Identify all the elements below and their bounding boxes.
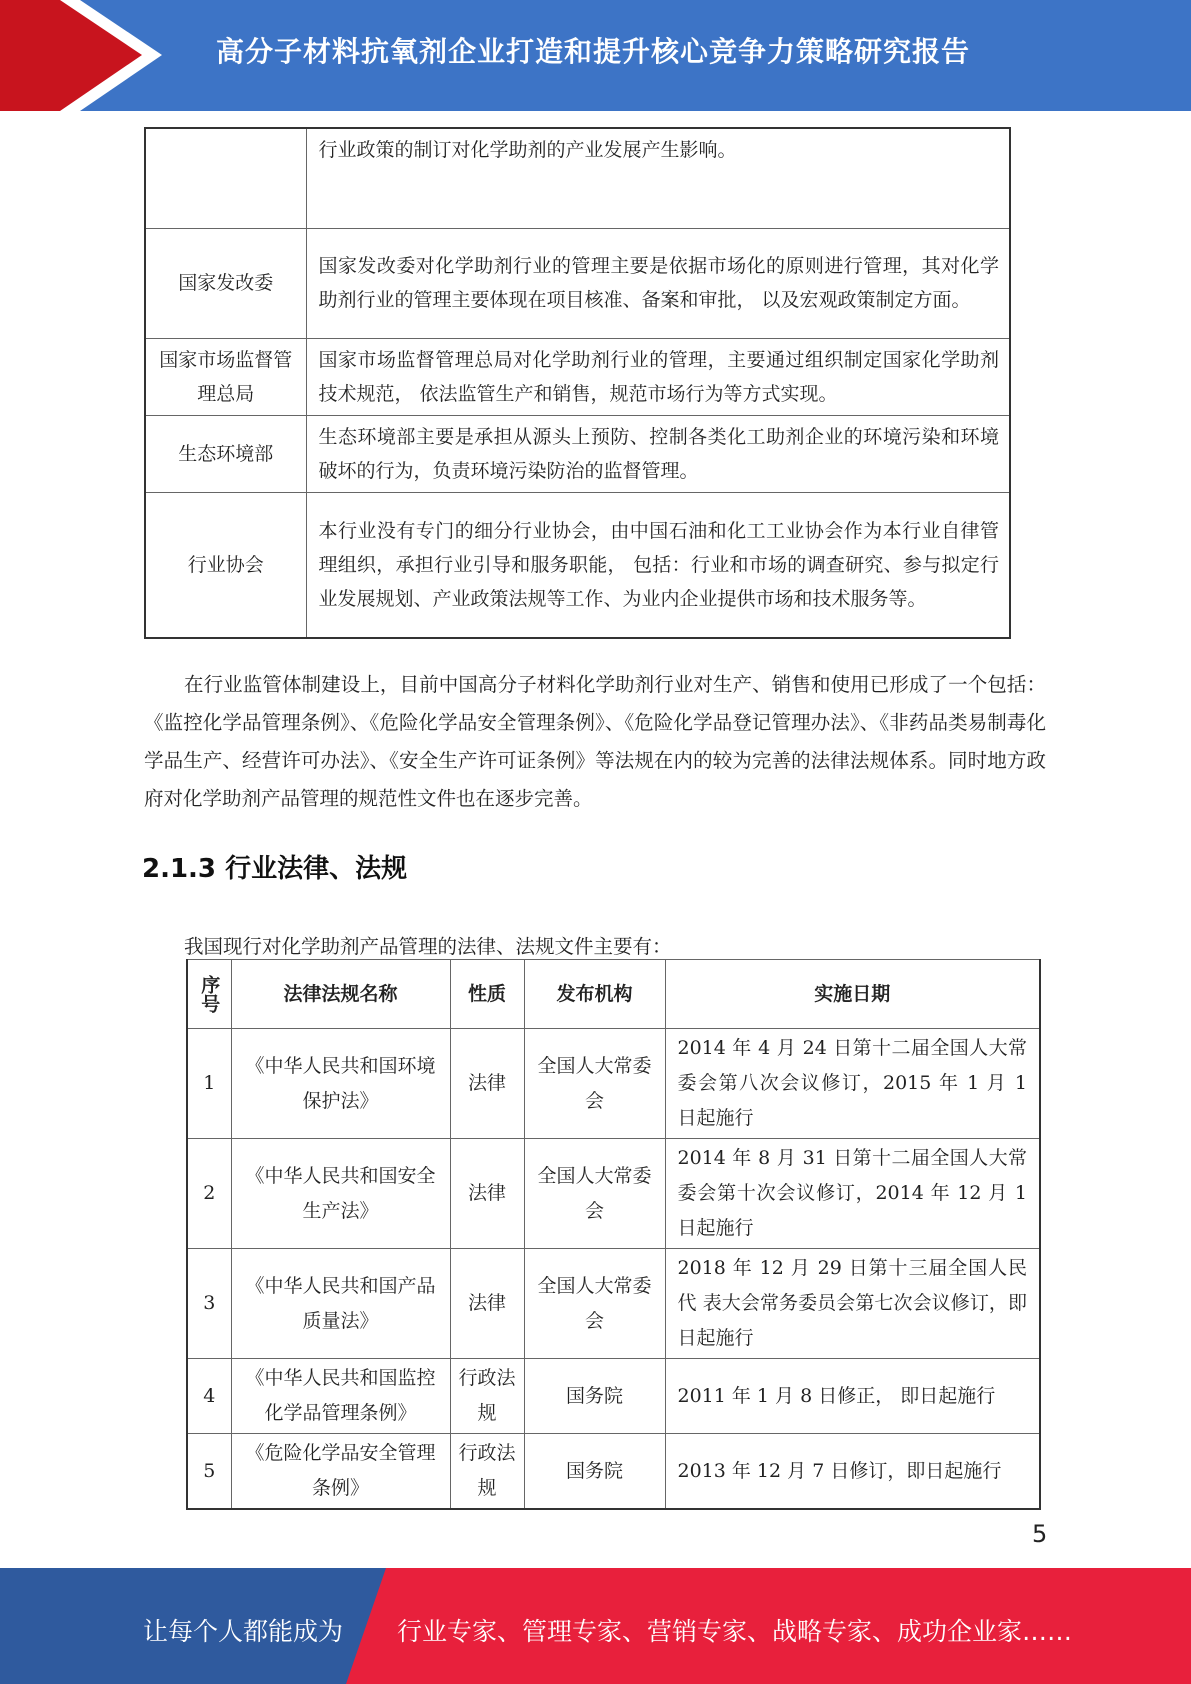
report-title: 高分子材料抗氧剂企业打造和提升核心竞争力策略研究报告 xyxy=(216,35,971,68)
table-row xyxy=(187,1249,1040,1359)
cell-nature: 行政法规 xyxy=(450,1359,524,1434)
agency-cell: 行业协会 xyxy=(145,492,306,638)
cell-name: 《危险化学品安全管理条例》 xyxy=(231,1434,450,1510)
page-number: 5 xyxy=(1032,1520,1048,1548)
table-row xyxy=(187,1434,1040,1510)
cell-publisher: 全国人大常委会 xyxy=(524,1249,665,1359)
footer-slogan-right: 行业专家、管理专家、营销专家、战略专家、成功企业家…… xyxy=(397,1617,1073,1646)
cell-publisher: 国务院 xyxy=(524,1434,665,1510)
agency-cell: 国家市场监督管理总局 xyxy=(145,338,306,415)
table-row xyxy=(145,128,1010,228)
cell-publisher: 全国人大常委会 xyxy=(524,1029,665,1139)
desc-cell: 国家发改委对化学助剂行业的管理主要是依据市场化的原则进行管理，其对化学助剂行业的管理主要体现在项目核准、备案和审批， 以及宏观政策制定方面。 xyxy=(306,228,1010,338)
footer-slogan-left: 让每个人都能成为 xyxy=(143,1617,344,1646)
regulation-paragraph: 在行业监管体制建设上，目前中国高分子材料化学助剂行业对生产、销售和使用已形成了一个包括：《监控化学品管理条例》、《危险化学品安全管理条例》、《危险化学品登记管理办法》、《非药品类易制毒化学品生产、经营许可办法》、《安全生产许可证条例》等法规在内的较为完善的法律法规体系。同时地方政府对化学助剂产品管理的规范性文件也在逐步完善。 xyxy=(144,673,1046,810)
agency-cell: 生态环境部 xyxy=(145,415,306,492)
cell-publisher: 国务院 xyxy=(524,1359,665,1434)
table-row xyxy=(187,1029,1040,1139)
desc-cell: 生态环境部主要是承担从源头上预防、控制各类化工助剂企业的环境污染和环境破坏的行为，负责环境污染防治的监督管理。 xyxy=(306,415,1010,492)
cell-name: 《中华人民共和国监控化学品管理条例》 xyxy=(231,1359,450,1434)
cell-no: 4 xyxy=(187,1359,231,1434)
desc-cell: 国家市场监督管理总局对化学助剂行业的管理，主要通过组织制定国家化学助剂技术规范， 依法监管生产和销售，规范市场行为等方式实现。 xyxy=(306,338,1010,415)
section-heading: 2.1.3 行业法律、法规 xyxy=(142,854,408,884)
col-header-name: 法律法规名称 xyxy=(231,960,450,1029)
desc-cell: 行业政策的制订对化学助剂的产业发展产生影响。 xyxy=(306,128,1010,228)
cell-publisher: 全国人大常委会 xyxy=(524,1139,665,1249)
col-header-nature: 性质 xyxy=(450,960,524,1029)
cell-date: 2013 年 12 月 7 日修订，即日起施行 xyxy=(665,1434,1040,1510)
agency-cell: 国家发改委 xyxy=(145,228,306,338)
page-footer xyxy=(0,1568,1191,1684)
cell-no: 5 xyxy=(187,1434,231,1510)
table-row xyxy=(145,492,1010,638)
law-table xyxy=(186,959,1047,1510)
table-row xyxy=(187,1359,1040,1434)
table-row xyxy=(187,1139,1040,1249)
page-header xyxy=(0,0,1191,111)
cell-no: 2 xyxy=(187,1139,231,1249)
cell-date: 2014 年 4 月 24 日第十二届全国人大常 委会第八次会议修订，2015 年 1 月 1 日起施行 xyxy=(665,1029,1040,1139)
cell-name: 《中华人民共和国环境保护法》 xyxy=(231,1029,450,1139)
cell-nature: 行政法规 xyxy=(450,1434,524,1510)
desc-cell: 本行业没有专门的细分行业协会，由中国石油和化工工业协会作为本行业自律管理组织，承担行业引导和服务职能， 包括：行业和市场的调查研究、参与拟定行业发展规划、产业政策法规等工作、为业内企业提供市场和技术服务等。 xyxy=(306,492,1010,638)
cell-nature: 法律 xyxy=(450,1029,524,1139)
cell-date: 2018 年 12 月 29 日第十三届全国人民代 表大会常务委员会第七次会议修订，即 日起施行 xyxy=(665,1249,1040,1359)
cell-nature: 法律 xyxy=(450,1139,524,1249)
col-header-date: 实施日期 xyxy=(665,960,1040,1029)
regulator-table xyxy=(144,127,1011,639)
table-row xyxy=(145,415,1010,492)
table-header-row xyxy=(187,960,1040,1029)
col-header-publisher: 发布机构 xyxy=(524,960,665,1029)
table-row xyxy=(145,338,1010,415)
cell-nature: 法律 xyxy=(450,1249,524,1359)
col-header-no: 序号 xyxy=(187,960,231,1029)
cell-no: 3 xyxy=(187,1249,231,1359)
cell-date: 2011 年 1 月 8 日修正， 即日起施行 xyxy=(665,1359,1040,1434)
cell-date: 2014 年 8 月 31 日第十二届全国人大常 委会第十次会议修订，2014 年 12 月 1 日起施行 xyxy=(665,1139,1040,1249)
cell-no: 1 xyxy=(187,1029,231,1139)
cell-name: 《中华人民共和国安全生产法》 xyxy=(231,1139,450,1249)
agency-cell xyxy=(145,128,306,228)
cell-name: 《中华人民共和国产品质量法》 xyxy=(231,1249,450,1359)
law-table-intro: 我国现行对化学助剂产品管理的法律、法规文件主要有： xyxy=(184,935,672,958)
table-row xyxy=(145,228,1010,338)
